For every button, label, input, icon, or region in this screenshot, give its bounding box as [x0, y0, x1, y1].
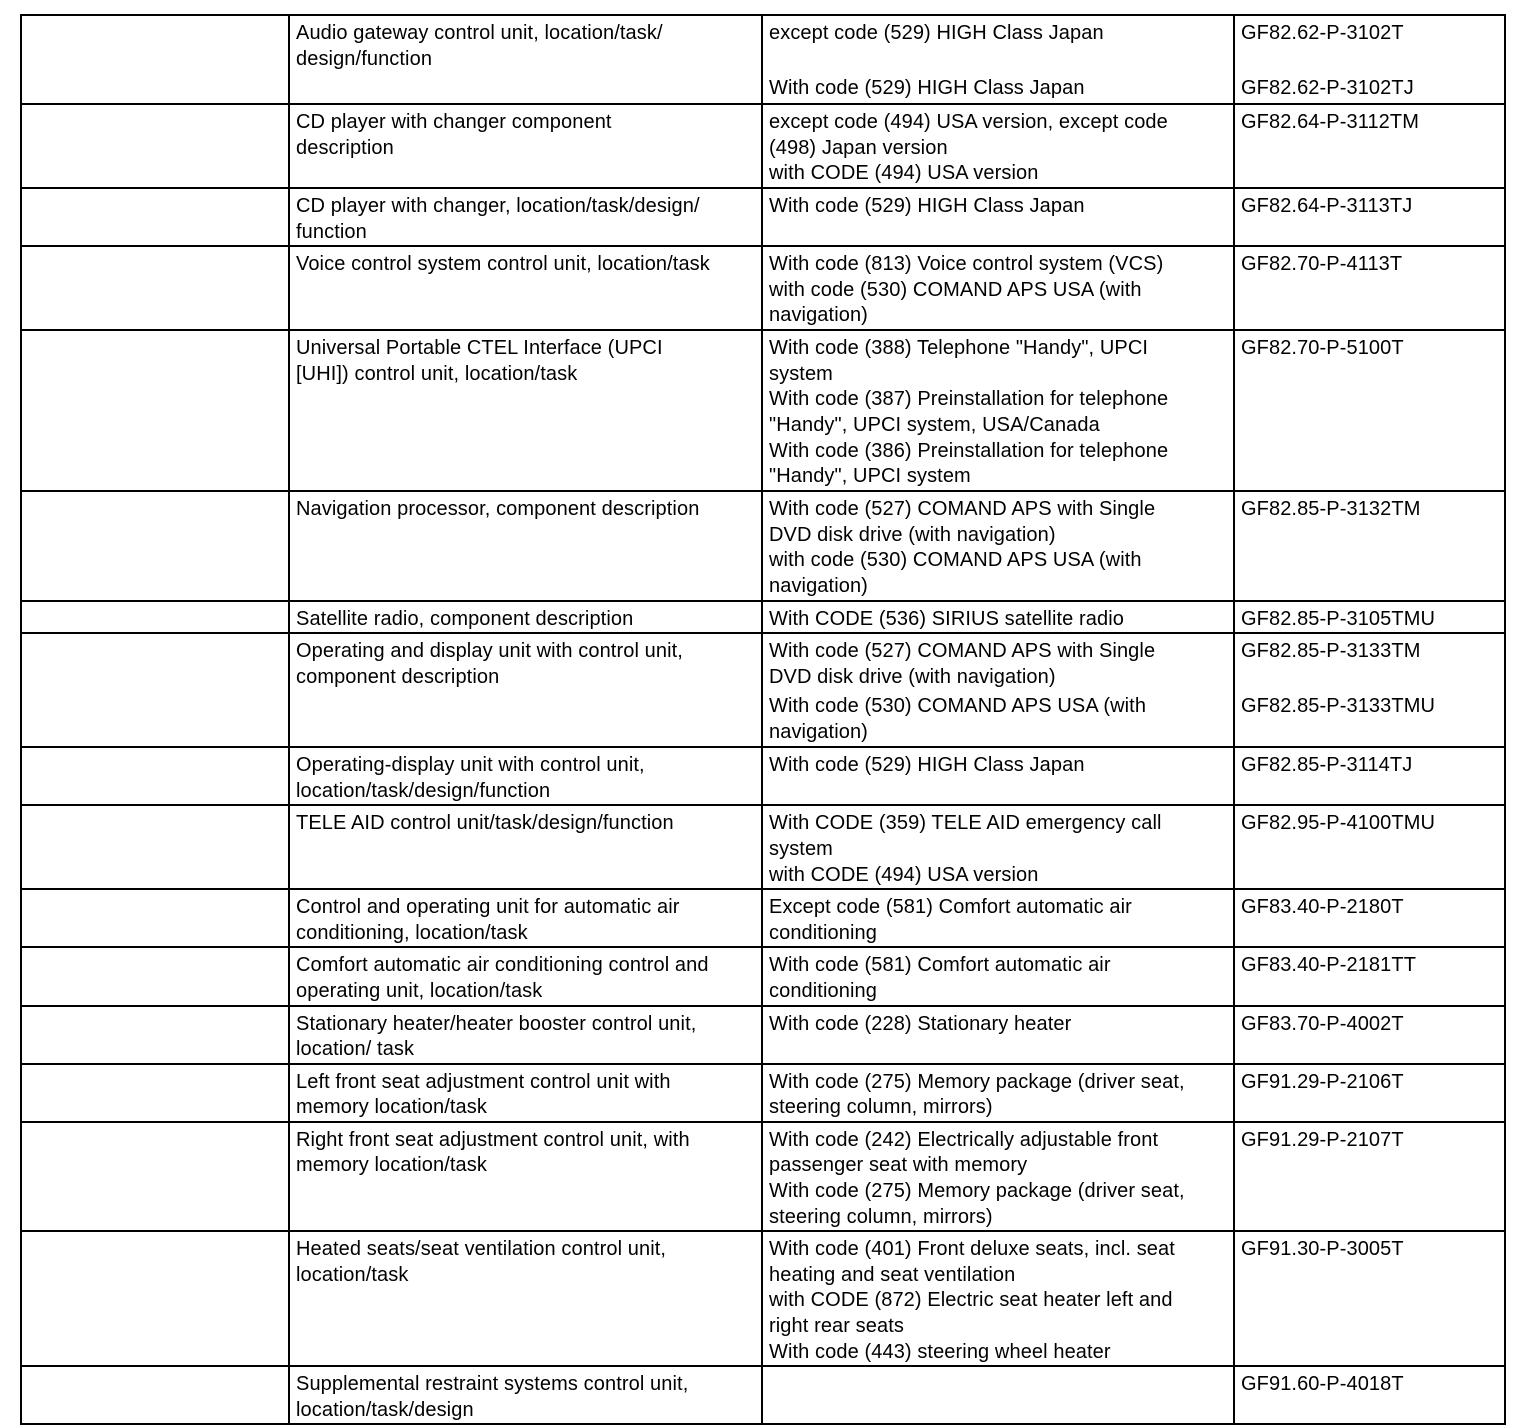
table-body — [21, 15, 1505, 1424]
document-number-text: GF82.62-P-3102T — [1241, 22, 1404, 44]
code-condition-text: right rear seats — [769, 1315, 904, 1338]
code-condition-text: Except code (581) Comfort automatic air — [769, 896, 1132, 919]
component-cell — [289, 1122, 762, 1231]
component-text: memory location/task — [296, 1096, 487, 1119]
empty-cell — [21, 633, 289, 747]
code-condition-text: With code (443) steering wheel heater — [769, 1340, 1111, 1363]
component-text: Voice control system control unit, location/task — [296, 253, 710, 276]
code-condition-text: system — [769, 837, 833, 860]
code-condition-cell — [762, 104, 1234, 188]
code-condition-text: With code (242) Electrically adjustable front — [769, 1128, 1159, 1151]
document-number-text: GF82.64-P-3113TJ — [1241, 195, 1413, 217]
empty-cell — [21, 1122, 289, 1231]
component-text: Audio gateway control unit, location/task/ — [296, 22, 663, 44]
component-cell — [289, 491, 762, 600]
document-number-text: GF83.70-P-4002T — [1241, 1012, 1404, 1035]
component-text: Control and operating unit for automatic air — [296, 896, 680, 919]
code-condition-cell — [762, 330, 1234, 491]
code-condition-cell — [762, 747, 1234, 805]
table-row — [21, 947, 1505, 1005]
code-condition-cell — [762, 246, 1234, 330]
component-cell — [289, 1064, 762, 1122]
component-cell — [289, 747, 762, 805]
document-number-cell — [1234, 104, 1505, 188]
document-number-text: GF82.85-P-3132TM — [1241, 498, 1421, 521]
component-text: Supplemental restraint systems control unit, — [296, 1373, 689, 1396]
filler-line — [1241, 665, 1498, 691]
component-cell — [289, 601, 762, 634]
code-condition-text: heating and seat ventilation — [769, 1263, 1016, 1286]
component-cell — [289, 15, 762, 104]
document-number-text: GF91.29-P-2106T — [1241, 1070, 1404, 1093]
code-condition-text: navigation) — [769, 574, 868, 597]
empty-cell — [21, 889, 289, 947]
code-condition-text: conditioning — [769, 921, 877, 944]
table-row — [21, 491, 1505, 600]
code-condition-text: conditioning — [769, 979, 877, 1002]
document-number-text: GF82.70-P-5100T — [1241, 337, 1404, 360]
component-cell — [289, 1366, 762, 1424]
document-number-cell — [1234, 1231, 1505, 1366]
component-cell — [289, 188, 762, 246]
code-condition-text: system — [769, 362, 833, 385]
component-text: Right front seat adjustment control unit, with — [296, 1128, 690, 1151]
table-row — [21, 1231, 1505, 1366]
code-condition-text: With CODE (536) SIRIUS satellite radio — [769, 607, 1125, 630]
component-text: location/ task — [296, 1038, 415, 1061]
empty-cell — [21, 15, 289, 104]
table-row — [21, 601, 1505, 634]
empty-cell — [21, 188, 289, 246]
document-number-text: GF91.30-P-3005T — [1241, 1238, 1404, 1261]
code-condition-text: With code (275) Memory package (driver seat, — [769, 1070, 1185, 1093]
code-condition-cell — [762, 1064, 1234, 1122]
empty-cell — [21, 330, 289, 491]
code-condition-text: With code (530) COMAND APS USA (with — [769, 695, 1147, 718]
document-number-cell — [1234, 633, 1505, 747]
table-row — [21, 805, 1505, 889]
code-condition-text: With code (388) Telephone "Handy", UPCI — [769, 337, 1149, 360]
document-number-text: GF82.64-P-3112TM — [1241, 111, 1419, 133]
code-condition-text: DVD disk drive (with navigation) — [769, 665, 1056, 688]
empty-cell — [21, 1006, 289, 1064]
code-condition-text: navigation) — [769, 720, 868, 743]
code-condition-text: navigation) — [769, 304, 868, 327]
code-condition-text: steering column, mirrors) — [769, 1096, 993, 1119]
table-row — [21, 633, 1505, 747]
component-text: location/task/design/function — [296, 779, 551, 802]
table-row — [21, 889, 1505, 947]
empty-cell — [21, 805, 289, 889]
component-cell — [289, 104, 762, 188]
code-condition-text: With code (527) COMAND APS with Single — [769, 498, 1156, 521]
document-number-text: GF82.85-P-3105TMU — [1241, 607, 1435, 630]
component-cell — [289, 246, 762, 330]
code-condition-text: "Handy", UPCI system, USA/Canada — [769, 413, 1100, 436]
component-cell — [289, 947, 762, 1005]
component-text: CD player with changer, location/task/design/ — [296, 195, 700, 217]
component-text: Heated seats/seat ventilation control unit, — [296, 1238, 667, 1261]
component-text: Navigation processor, component description — [296, 498, 700, 521]
component-text: [UHI]) control unit, location/task — [296, 362, 578, 385]
empty-cell — [21, 104, 289, 188]
document-number-cell — [1234, 889, 1505, 947]
code-condition-text: With code (527) COMAND APS with Single — [769, 640, 1156, 663]
code-condition-text: With CODE (359) TELE AID emergency call — [769, 812, 1162, 835]
table-row — [21, 747, 1505, 805]
code-condition-text: With code (386) Preinstallation for telephone — [769, 439, 1169, 462]
code-condition-cell — [762, 1006, 1234, 1064]
code-condition-text: with CODE (494) USA version — [769, 162, 1039, 185]
code-condition-text: With code (401) Front deluxe seats, incl. seat — [769, 1238, 1175, 1261]
document-number-cell — [1234, 947, 1505, 1005]
document-number-text: GF91.60-P-4018T — [1241, 1373, 1404, 1396]
code-condition-cell — [762, 601, 1234, 634]
code-condition-text: with code (530) COMAND APS USA (with — [769, 278, 1142, 301]
code-condition-text: With code (581) Comfort automatic air — [769, 954, 1111, 977]
table-row — [21, 1122, 1505, 1231]
code-condition-cell — [762, 947, 1234, 1005]
empty-cell — [21, 246, 289, 330]
component-cell — [289, 889, 762, 947]
table-row — [21, 330, 1505, 491]
code-condition-text: (498) Japan version — [769, 136, 948, 159]
document-number-text: GF83.40-P-2181TT — [1241, 954, 1417, 977]
component-text: component description — [296, 665, 500, 688]
empty-cell — [21, 947, 289, 1005]
empty-cell — [21, 491, 289, 600]
table-row — [21, 1064, 1505, 1122]
table-row — [21, 104, 1505, 188]
code-condition-text: steering column, mirrors) — [769, 1205, 993, 1228]
code-condition-text: With code (529) HIGH Class Japan — [769, 195, 1085, 217]
document-number-cell — [1234, 246, 1505, 330]
document-number-text: GF82.85-P-3133TMU — [1241, 695, 1435, 718]
code-condition-cell — [762, 1122, 1234, 1231]
code-condition-cell — [762, 491, 1234, 600]
code-condition-text: with CODE (494) USA version — [769, 863, 1039, 886]
document-number-cell — [1234, 1064, 1505, 1122]
code-condition-text: passenger seat with memory — [769, 1154, 1028, 1177]
code-condition-cell — [762, 633, 1234, 747]
component-cell — [289, 805, 762, 889]
document-number-text: GF83.40-P-2180T — [1241, 896, 1404, 919]
document-number-cell — [1234, 747, 1505, 805]
component-cell — [289, 1006, 762, 1064]
code-condition-text: With code (387) Preinstallation for telephone — [769, 388, 1169, 411]
filler-line — [769, 47, 1227, 73]
document-number-cell — [1234, 1122, 1505, 1231]
code-condition-text: "Handy", UPCI system — [769, 465, 971, 488]
code-condition-cell — [762, 1366, 1234, 1424]
table-row — [21, 246, 1505, 330]
code-condition-text: With code (529) HIGH Class Japan — [769, 77, 1085, 100]
component-text: location/task/design — [296, 1398, 474, 1421]
component-text: Operating and display unit with control unit, — [296, 640, 683, 663]
document-number-cell — [1234, 491, 1505, 600]
code-condition-text: With code (813) Voice control system (VCS) — [769, 253, 1164, 276]
document-number-cell — [1234, 1006, 1505, 1064]
empty-cell — [21, 1064, 289, 1122]
code-condition-text: with code (530) COMAND APS USA (with — [769, 549, 1142, 572]
component-cell — [289, 330, 762, 491]
code-condition-text: with CODE (872) Electric seat heater left and — [769, 1289, 1173, 1312]
document-number-cell — [1234, 805, 1505, 889]
component-cell — [289, 633, 762, 747]
document-number-text: GF91.29-P-2107T — [1241, 1128, 1404, 1151]
table-row — [21, 15, 1505, 104]
table-row — [21, 1366, 1505, 1424]
document-number-text: GF82.62-P-3102TJ — [1241, 77, 1414, 100]
component-text: conditioning, location/task — [296, 921, 528, 944]
document-number-text: GF82.70-P-4113T — [1241, 253, 1403, 276]
document-number-cell — [1234, 15, 1505, 104]
component-text: memory location/task — [296, 1154, 487, 1177]
code-condition-cell — [762, 188, 1234, 246]
code-condition-cell — [762, 805, 1234, 889]
component-text: design/function — [296, 47, 433, 70]
empty-cell — [21, 1231, 289, 1366]
document-number-cell — [1234, 1366, 1505, 1424]
component-table — [20, 14, 1506, 1425]
component-text: Comfort automatic air conditioning control and — [296, 954, 709, 977]
component-cell — [289, 1231, 762, 1366]
table-row — [21, 188, 1505, 246]
component-text: location/task — [296, 1263, 409, 1286]
component-text: description — [296, 136, 394, 159]
document-number-cell — [1234, 330, 1505, 491]
component-text: function — [296, 220, 367, 243]
code-condition-text: except code (494) USA version, except code — [769, 111, 1168, 133]
code-condition-text: With code (228) Stationary heater — [769, 1012, 1072, 1035]
code-condition-text: With code (275) Memory package (driver seat, — [769, 1180, 1185, 1203]
code-condition-cell — [762, 889, 1234, 947]
component-text: CD player with changer component — [296, 111, 612, 133]
code-condition-text: except code (529) HIGH Class Japan — [769, 22, 1104, 44]
document-number-text: GF82.85-P-3114TJ — [1241, 754, 1413, 777]
code-condition-text: DVD disk drive (with navigation) — [769, 523, 1056, 546]
document-number-text: GF82.95-P-4100TMU — [1241, 812, 1435, 835]
document-number-cell — [1234, 601, 1505, 634]
code-condition-cell — [762, 15, 1234, 104]
component-text: Stationary heater/heater booster control unit, — [296, 1012, 697, 1035]
code-condition-cell — [762, 1231, 1234, 1366]
table-row — [21, 1006, 1505, 1064]
empty-cell — [21, 1366, 289, 1424]
document-number-cell — [1234, 188, 1505, 246]
component-text: Universal Portable CTEL Interface (UPCI — [296, 337, 663, 360]
component-text: TELE AID control unit/task/design/function — [296, 812, 674, 835]
empty-cell — [21, 601, 289, 634]
component-text: Operating-display unit with control unit, — [296, 754, 645, 777]
empty-cell — [21, 747, 289, 805]
component-text: Satellite radio, component description — [296, 607, 634, 630]
document-number-text: GF82.85-P-3133TM — [1241, 640, 1421, 663]
component-text: operating unit, location/task — [296, 979, 543, 1002]
component-text: Left front seat adjustment control unit with — [296, 1070, 671, 1093]
code-condition-text: With code (529) HIGH Class Japan — [769, 754, 1085, 777]
filler-line — [1241, 47, 1498, 73]
